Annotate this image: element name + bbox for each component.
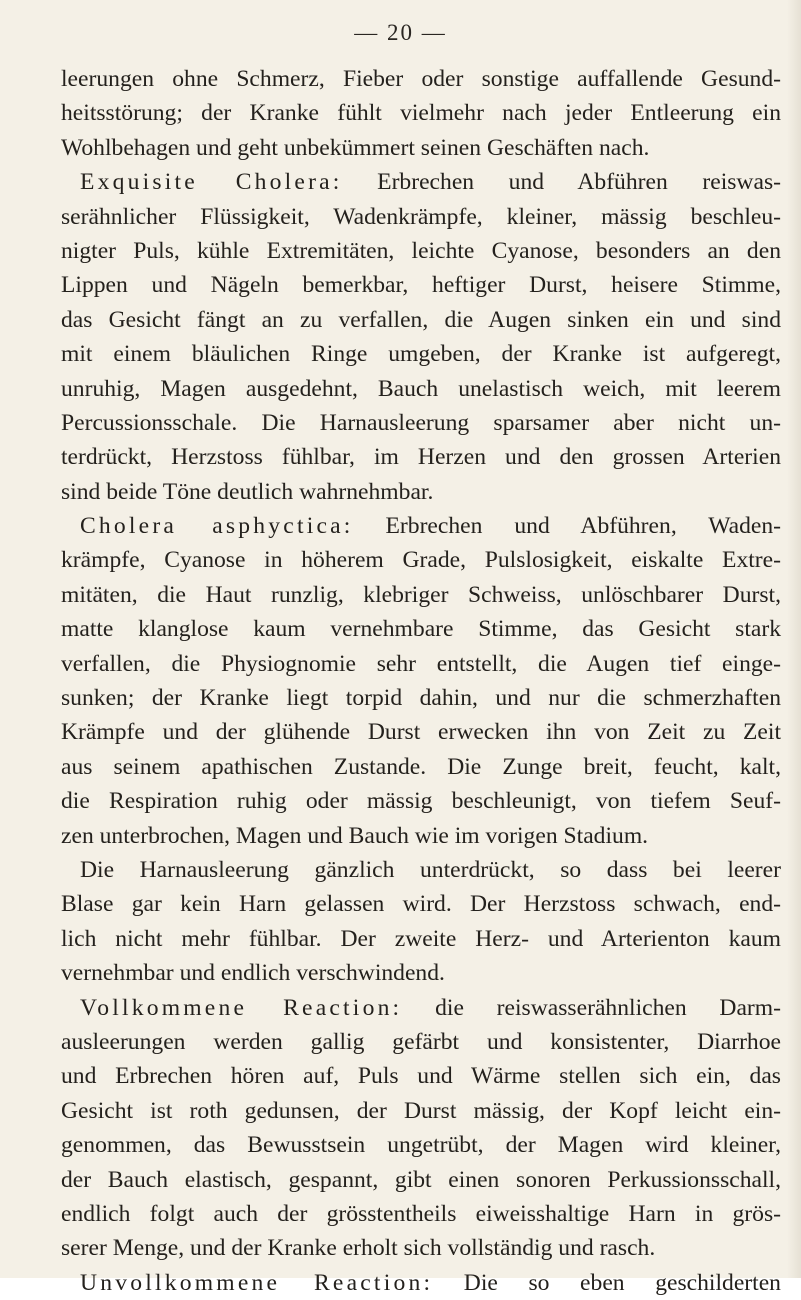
text-line <box>61 509 781 543</box>
text-line <box>61 268 781 302</box>
line-text: der Bauch elastisch, gespannt, gibt einen sonoren Perkussionsschall, <box>61 1166 781 1193</box>
section-heading: Unvollkommene Reaction: <box>80 1269 434 1296</box>
line-text: vernehmbar und endlich verschwindend. <box>61 960 445 987</box>
text-line <box>61 1197 781 1231</box>
text-line <box>61 62 781 96</box>
text-line <box>61 715 781 749</box>
line-text: Krämpfe und der glühende Durst erwecken ihn von Zeit zu Zeit <box>61 719 781 746</box>
text-line <box>61 681 781 715</box>
line-text: Wohlbehagen und geht unbekümmert seinen Geschäften nach. <box>61 134 650 161</box>
line-text: sunken; der Kranke liegt torpid dahin, und nur die schmerzhaften <box>61 685 781 712</box>
text-line <box>61 1094 781 1128</box>
line-text: Gesicht ist roth gedunsen, der Durst mässig, der Kopf leicht ein- <box>61 1097 781 1124</box>
line-text: Erbrechen und Abführen, Waden- <box>353 513 781 540</box>
line-text: serer Menge, und der Kranke erholt sich vollständig und rasch. <box>61 1235 656 1262</box>
text-line <box>61 612 781 646</box>
line-text: endlich folgt auch der grösstentheils eiweisshaltige Harn in grös- <box>61 1200 781 1227</box>
text-line <box>61 853 781 887</box>
text-line <box>61 784 781 818</box>
line-text: ausleerungen werden gallig gefärbt und konsistenter, Diarrhoe <box>61 1028 781 1055</box>
line-text: Percussionsschale. Die Harnausleerung sparsamer aber nicht un- <box>61 409 781 436</box>
text-line <box>61 991 781 1025</box>
line-text: nigter Puls, kühle Extremitäten, leichte Cyanose, besonders an den <box>61 237 781 264</box>
page-edge-shadow <box>787 0 801 1278</box>
section-heading: Cholera asphyctica: <box>80 513 354 540</box>
line-text: zen unterbrochen, Magen und Bauch wie im vorigen Stadium. <box>61 822 649 849</box>
line-text: matte klanglose kaum vernehmbare Stimme, das Gesicht stark <box>61 616 781 643</box>
text-line <box>61 578 781 612</box>
line-text: terdrückt, Herzstoss fühlbar, im Herzen und den grossen Arterien <box>61 444 781 471</box>
line-text: und Erbrechen hören auf, Puls und Wärme stellen sich ein, das <box>61 1063 781 1090</box>
text-line <box>61 543 781 577</box>
text-line <box>61 1163 781 1197</box>
text-line <box>61 887 781 921</box>
line-text: die Respiration ruhig oder mässig beschleunigt, von tiefem Seuf- <box>61 788 781 815</box>
text-line <box>61 1266 781 1300</box>
text-line <box>61 1059 781 1093</box>
text-line <box>61 372 781 406</box>
text-line <box>61 922 781 956</box>
line-text: Die so eben geschilderten <box>433 1269 781 1296</box>
text-line <box>61 475 781 509</box>
line-text: heitsstörung; der Kranke fühlt vielmehr nach jeder Entleerung ein <box>61 100 781 127</box>
line-text: die reiswasserähnlichen Darm- <box>402 994 781 1021</box>
text-line <box>61 406 781 440</box>
text-line <box>61 956 781 990</box>
line-text: mit einem bläulichen Ringe umgeben, der Kranke ist aufgeregt, <box>61 341 781 368</box>
body-text <box>61 62 781 1300</box>
line-text: genommen, das Bewusstsein ungetrübt, der Magen wird kleiner, <box>61 1132 781 1159</box>
line-text: Blase gar kein Harn gelassen wird. Der Herzstoss schwach, end- <box>61 891 781 918</box>
text-line <box>61 647 781 681</box>
line-text: das Gesicht fängt an zu verfallen, die Augen sinken ein und sind <box>61 306 781 333</box>
text-line <box>61 234 781 268</box>
line-text: sind beide Töne deutlich wahrnehmbar. <box>61 478 434 505</box>
line-text: verfallen, die Physiognomie sehr entstellt, die Augen tief einge- <box>61 650 781 677</box>
line-text: leerungen ohne Schmerz, Fieber oder sonstige auffallende Gesund- <box>61 66 781 92</box>
text-line <box>61 337 781 371</box>
line-text: aus seinem apathischen Zustande. Die Zunge breit, feucht, kalt, <box>61 753 781 780</box>
line-text: Erbrechen und Abführen reiswas- <box>342 169 781 196</box>
text-line <box>61 750 781 784</box>
text-line <box>61 1128 781 1162</box>
text-line <box>61 200 781 234</box>
line-text: lich nicht mehr fühlbar. Der zweite Herz- und Arterienton kaum <box>61 925 781 952</box>
text-line <box>61 165 781 199</box>
text-line <box>61 1231 781 1265</box>
text-line <box>61 440 781 474</box>
text-line <box>61 96 781 130</box>
text-line <box>61 819 781 853</box>
line-text: unruhig, Magen ausgedehnt, Bauch unelastisch weich, mit leerem <box>61 375 781 402</box>
line-text: Lippen und Nägeln bemerkbar, heftiger Durst, heisere Stimme, <box>61 272 781 299</box>
line-text: mitäten, die Haut runzlig, klebriger Schweiss, unlöschbarer Durst, <box>61 581 781 608</box>
text-line <box>61 131 781 165</box>
line-text: Die Harnausleerung gänzlich unterdrückt, so dass bei leerer <box>80 856 781 883</box>
section-heading: Exquisite Cholera: <box>80 169 343 196</box>
page-number: — 20 — <box>354 20 447 45</box>
line-text: krämpfe, Cyanose in höherem Grade, Pulslosigkeit, eiskalte Extre- <box>61 547 781 574</box>
section-heading: Vollkommene Reaction: <box>80 994 403 1021</box>
text-line <box>61 303 781 337</box>
text-line <box>61 1025 781 1059</box>
line-text: serähnlicher Flüssigkeit, Wadenkrämpfe, kleiner, mässig beschleu- <box>61 203 781 230</box>
